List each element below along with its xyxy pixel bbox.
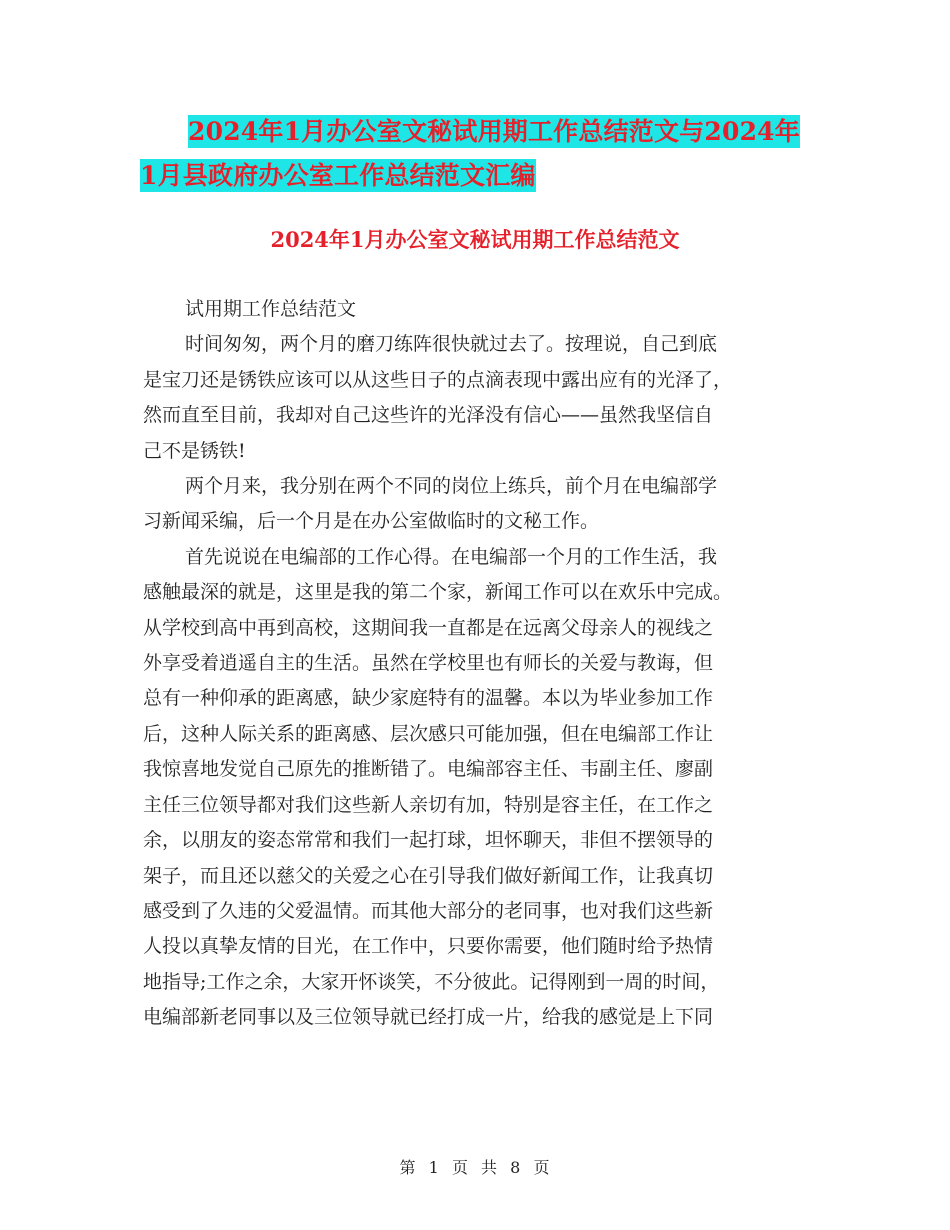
paragraph-line: 架子，而且还以慈父的关爱之心在引导我们做好新闻工作，让我真切	[143, 864, 714, 887]
paragraph-line: 时间匆匆，两个月的磨刀练阵很快就过去了。按理说，自己到底	[185, 333, 718, 356]
paragraph-line: 是宝刀还是锈铁应该可以从这些日子的点滴表现中露出应有的光泽了，	[143, 368, 733, 391]
section-title: 2024年1月办公室文秘试用期工作总结范文	[270, 227, 680, 252]
footer-page-number: 1	[428, 1158, 440, 1177]
paragraph-line: 电编部新老同事以及三位领导就已经打成一片，给我的感觉是上下同	[143, 1006, 714, 1029]
page-footer	[0, 1155, 950, 1178]
footer-total-label: 共	[481, 1158, 499, 1177]
title-line-1	[140, 110, 820, 154]
paragraph-line: 地指导;工作之余，大家开怀谈笑，不分彼此。记得刚到一周的时间，	[143, 970, 720, 993]
footer-page-label: 页	[451, 1158, 469, 1177]
paragraph-line: 我惊喜地发觉自己原先的推断错了。电编部容主任、韦副主任、廖副	[143, 758, 714, 781]
paragraph-line: 人投以真挚友情的目光，在工作中，只要你需要，他们随时给予热情	[143, 935, 714, 958]
body-text	[143, 292, 803, 1036]
paragraph-line: 习新闻采编，后一个月是在办公室做临时的文秘工作。	[143, 510, 600, 533]
paragraph-line: 感受到了久违的父爱温情。而其他大部分的老同事，也对我们这些新	[143, 899, 714, 922]
subtitle-line: 试用期工作总结范文	[185, 298, 357, 320]
document-title	[140, 110, 820, 198]
title-line-2	[140, 154, 820, 198]
paragraph-line: 己不是锈铁!	[143, 439, 246, 462]
paragraph-line: 从学校到高中再到高校，这期间我一直都是在远离父母亲人的视线之	[143, 616, 714, 639]
title-line-2-text: 1月县政府办公室工作总结范文汇编	[140, 161, 536, 190]
paragraph-line: 首先说说在电编部的工作心得。在电编部一个月的工作生活，我	[185, 545, 718, 568]
paragraph-line: 主任三位领导都对我们这些新人亲切有加，特别是容主任，在工作之	[143, 793, 714, 816]
paragraph-line: 两个月来，我分别在两个不同的岗位上练兵，前个月在电编部学	[185, 475, 718, 498]
paragraph-line: 感触最深的就是，这里是我的第二个家，新闻工作可以在欢乐中完成。	[143, 581, 733, 604]
paragraph-line: 然而直至目前，我却对自己这些许的光泽没有信心——虽然我坚信自	[143, 404, 714, 427]
paragraph-line: 外享受着逍遥自主的生活。虽然在学校里也有师长的关爱与教诲，但	[143, 652, 714, 675]
title-line-1-text: 2024年1月办公室文秘试用期工作总结范文与2024年	[188, 117, 800, 146]
footer-suffix: 页	[533, 1158, 551, 1177]
paragraph-line: 余，以朋友的姿态常常和我们一起打球，坦怀聊天，非但不摆领导的	[143, 829, 714, 852]
paragraph-line: 总有一种仰承的距离感，缺少家庭特有的温馨。本以为毕业参加工作	[143, 687, 714, 710]
paragraph-line: 后，这种人际关系的距离感、层次感只可能加强，但在电编部工作让	[143, 722, 714, 745]
footer-total-pages: 8	[510, 1158, 522, 1177]
footer-prefix: 第	[399, 1158, 417, 1177]
